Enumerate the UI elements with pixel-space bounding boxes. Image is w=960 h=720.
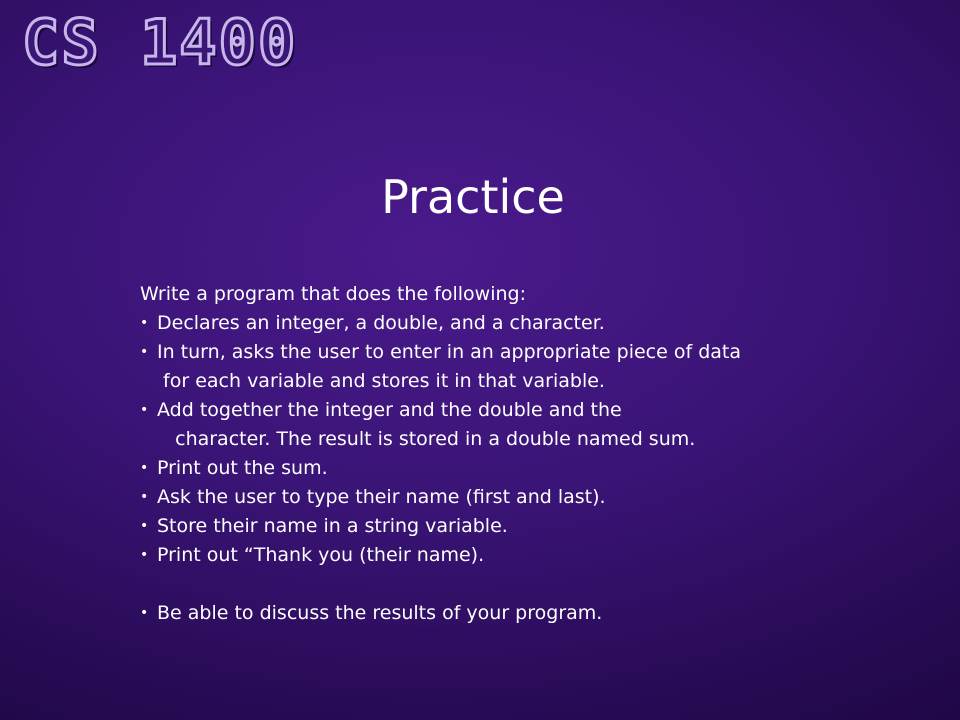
list-item-text: In turn, asks the user to enter in an appropriate piece of data for each variable and stores it in that variable.: [157, 341, 741, 392]
list-item: [140, 309, 900, 338]
course-logo: CS 1400: [22, 6, 298, 79]
bullet-list: [140, 309, 900, 628]
list-item-text: Print out the sum.: [157, 457, 328, 479]
list-item: [140, 599, 900, 628]
list-item-text: Be able to discuss the results of your program.: [157, 602, 603, 624]
list-item: [140, 396, 900, 454]
slide-body: [140, 280, 900, 628]
bullet-icon: •: [140, 402, 149, 418]
bullet-icon: •: [140, 315, 149, 331]
list-item: [140, 512, 900, 541]
bullet-icon: •: [140, 518, 149, 534]
list-item-text: Ask the user to type their name (first and last).: [157, 486, 606, 508]
bullet-icon: •: [140, 489, 149, 505]
list-item: [140, 483, 900, 512]
bullet-icon: •: [140, 605, 149, 621]
bullet-icon: •: [140, 460, 149, 476]
bullet-icon: •: [140, 344, 149, 360]
list-item-text: Print out “Thank you (their name).: [157, 544, 485, 566]
slide-title: Practice: [381, 170, 565, 224]
list-item: [140, 454, 900, 483]
list-item: [140, 541, 900, 570]
list-item-text: Declares an integer, a double, and a character.: [157, 312, 605, 334]
bullet-icon: •: [140, 547, 149, 563]
intro-text: Write a program that does the following:: [140, 283, 527, 305]
list-item-text: Store their name in a string variable.: [157, 515, 508, 537]
list-item: [140, 338, 900, 396]
list-item-text: Add together the integer and the double and the character. The result is stored in a double named sum.: [157, 399, 696, 450]
